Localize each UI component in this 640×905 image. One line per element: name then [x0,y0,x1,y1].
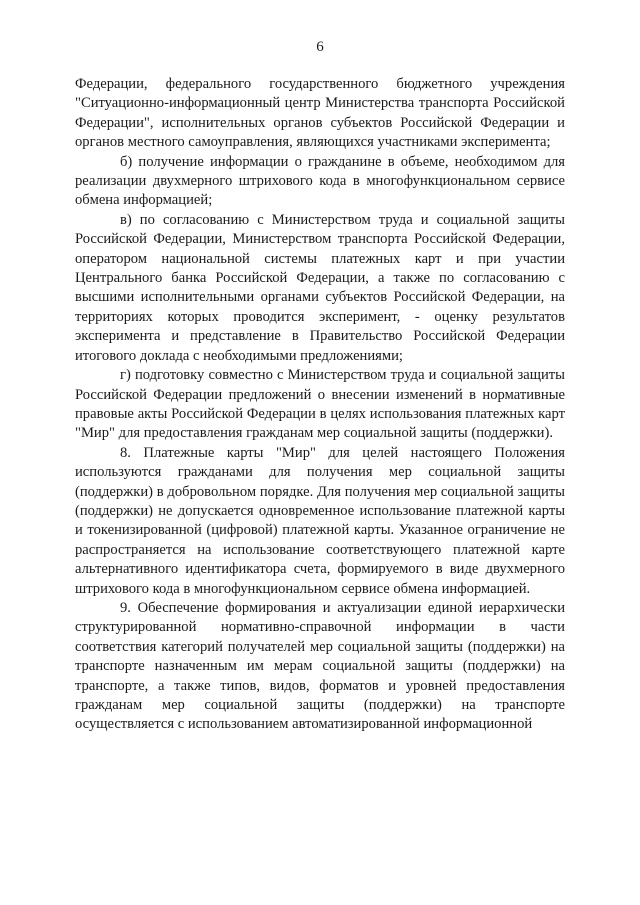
page-number: 6 [316,39,324,55]
paragraph-item-g: г) подготовку совместно с Министерством труда и социальной защиты Российской Федерации предложений о внесении изменений в нормативные правовые акты Российской Федерации в целях использования платежных карт "Мир" для предоставления гражданам мер социальной защиты (поддержки). [75,367,565,442]
paragraph-section-9: 9. Обеспечение формирования и актуализации единой иерархически структурированной нормативно-справочной информации в части соответствия категорий получателей мер социальной защиты (поддержки) на транспорте назначенным им мерам социальной защиты (поддержки) на транспорте, а также типов, видов, форматов и уровней предоставления гражданам мер социальной защиты (поддержки) на транспорте осуществляется с использованием автоматизированной информационной [75,599,565,733]
document-body [75,75,565,735]
paragraph-section-8: 8. Платежные карты "Мир" для целей настоящего Положения используются гражданами для получения мер социальной защиты (поддержки) в добровольном порядке. Для получения мер социальной защиты (поддержки) не допускается одновременное использование платежной карты и токенизированной (цифровой) платежной карты. Указанное ограничение не распространяется на использование соответствующего платежной карте альтернативного идентификатора счета, формируемого в виде двухмерного штрихового кода в многофункциональном сервисе обмена информацией. [75,444,565,597]
paragraph-continuation: Федерации, федерального государственного бюджетного учреждения "Ситуационно-информационный центр Министерства транспорта Российской Федерации", исполнительных органов субъектов Российской Федерации и органов местного самоуправления, являющихся участниками эксперимента; [75,76,565,151]
paragraph-item-v: в) по согласованию с Министерством труда и социальной защиты Российской Федерации, Министерством транспорта Российской Федерации, оператором национальной системы платежных карт и при участии Центрального банка Российской Федерации, а также по согласованию с высшими исполнительными органами субъектов Российской Федерации, на территориях которых проводится эксперимент, - оценку результатов эксперимента и представление в Правительство Российской Федерации итогового доклада с необходимыми предложениями; [75,211,565,364]
paragraph-item-b: б) получение информации о гражданине в объеме, необходимом для реализации двухмерного штрихового кода в многофункциональном сервисе обмена информацией; [75,153,565,209]
